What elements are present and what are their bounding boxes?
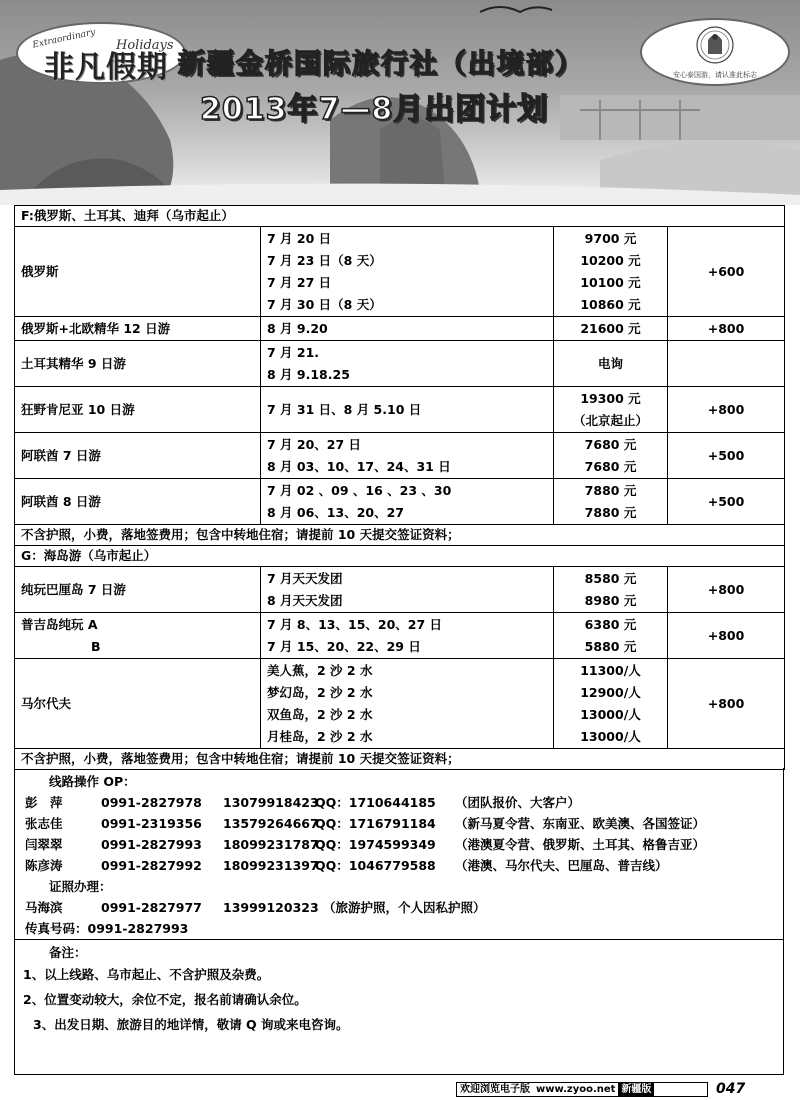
tour-price: 11300/人 [580,662,641,678]
departure-date: 7 月 02 、09 、16 、23 、30 [267,482,452,498]
contact-name: 彭 萍 [25,795,63,810]
tour-dates-cell [261,433,554,479]
footer-browse-text: 欢迎浏览电子版 [460,1084,530,1095]
surcharge: +800 [707,321,745,336]
contact-scope: （团队报价、大客户） [455,795,581,810]
op-contact-row [25,834,705,855]
contact-scope: （旅游护照，个人因私护照） [323,900,486,915]
agency-name: 新疆金桥国际旅行社（出境部） [178,49,584,80]
tour-dates-cell [261,613,554,659]
tour-price: 8980 元 [584,592,637,608]
op-contact-row [25,855,668,876]
surcharge-cell [668,479,785,525]
tour-name-cell [15,479,261,525]
departure-date: 月桂岛，2 沙 2 水 [267,728,373,744]
tour-name: 土耳其精华 9 日游 [21,355,126,371]
logo-script-text: Extraordinary [31,27,97,51]
tour-row [15,659,785,749]
tour-price-cell [554,567,668,613]
surcharge: +500 [707,494,745,509]
note-item: 1、以上线路、乌市起止、不含护照及杂费。 [23,967,270,982]
contact-phone: 0991-2827992 [101,858,202,873]
tour-name-cell [15,567,261,613]
contact-mobile: 13079918423 [223,795,319,810]
contact-qq: QQ：1974599349 [315,837,436,852]
surcharge: +800 [707,402,745,417]
tour-price: 9700 元 [584,230,637,246]
tour-price: （北京起止） [572,412,648,428]
departure-date: 7 月 30 日（8 天） [267,296,382,312]
contact-scope: （港澳、马尔代夫、巴厘岛、普吉线） [455,858,668,873]
tour-row [15,479,785,525]
page-footer [0,1080,800,1100]
tour-price-cell [554,479,668,525]
footer-site-link[interactable]: www.zyoo.net [536,1084,616,1095]
tour-name-cell [15,613,261,659]
contact-qq: QQ：1046779588 [315,858,436,873]
tour-price: 21600 元 [580,320,641,336]
footer-edition: 新疆版 [618,1083,654,1096]
contact-phone: 0991-2827978 [101,795,202,810]
surcharge-cell [668,341,785,387]
tour-name: 马尔代夫 [21,695,72,711]
tour-name: B [91,638,101,654]
section-note: 不含护照，小费，落地签费用；包含中转地住宿；请提前 10 天提交签证资料； [15,749,785,770]
tour-price-cell [554,613,668,659]
note-item: 3、出发日期、旅游目的地详情，敬请 Q 询或来电咨询。 [33,1017,349,1032]
tour-price: 8580 元 [584,570,637,586]
surcharge: +600 [707,264,745,279]
page-number: 047 [716,1081,746,1097]
tour-name-cell [15,341,261,387]
visa-contact-row [25,897,486,918]
contact-name: 陈彦涛 [25,858,63,873]
tour-price: 6380 元 [584,616,637,632]
section-title: F:俄罗斯、土耳其、迪拜（乌市起止） [15,206,785,227]
surcharge: +800 [707,696,745,711]
tour-name: 纯玩巴厘岛 7 日游 [21,581,126,597]
tour-price: 电询 [597,355,623,371]
tour-price: 7680 元 [584,436,637,452]
section-title: G：海岛游（乌市起止） [15,546,785,567]
contact-scope: （港澳夏令营、俄罗斯、土耳其、格鲁吉亚） [455,837,706,852]
ops-heading: 线路操作 OP： [49,774,136,789]
departure-date: 7 月 20、27 日 [267,436,362,452]
departure-date: 7 月 23 日（8 天） [267,252,382,268]
tour-name-cell [15,433,261,479]
departure-date: 双鱼岛，2 沙 2 水 [267,706,373,722]
tour-name-cell [15,227,261,317]
tour-plan-table [14,205,785,770]
tour-name: 阿联酋 7 日游 [21,447,101,463]
departure-date: 7 月 27 日 [267,274,332,290]
thailand-emblem-icon [642,20,788,70]
tour-price-cell [554,317,668,341]
tour-price: 10860 元 [580,296,641,312]
note-item: 2、位置变动较大，余位不定，报名前请确认余位。 [23,992,307,1007]
tour-dates-cell [261,387,554,433]
departure-date: 8 月 9.18.25 [267,366,350,382]
footer-bar [456,1082,708,1097]
logo-slogan: 安心泰国游，请认准此标志 [673,71,757,79]
departure-date: 7 月 31 日、8 月 5.10 日 [267,401,422,417]
section-header-row [15,546,785,567]
op-contact-row [25,813,705,834]
section-note-row [15,749,785,770]
departure-date: 8 月 03、10、17、24、31 日 [267,458,451,474]
surcharge-cell [668,433,785,479]
tour-price: 13000/人 [580,728,641,744]
tour-dates-cell [261,659,554,749]
section-note: 不含护照，小费，落地签费用；包含中转地住宿；请提前 10 天提交签证资料； [15,525,785,546]
tour-price: 5880 元 [584,638,637,654]
surcharge-cell [668,227,785,317]
tour-dates-cell [261,567,554,613]
tour-price-cell [554,227,668,317]
tour-name: 普吉岛纯玩 A [21,616,98,632]
tour-price: 19300 元 [580,390,641,406]
tour-price-cell [554,387,668,433]
surcharge-cell [668,387,785,433]
departure-date: 7 月天天发团 [267,570,343,586]
thailand-logo [640,18,790,86]
logo-main-text: 非凡假期 [44,50,168,85]
tour-row [15,317,785,341]
departure-date: 7 月 20 日 [267,230,332,246]
contact-mobile: 18099231787 [223,837,319,852]
tour-name: 俄罗斯+北欧精华 12 日游 [21,320,171,336]
contact-phone: 0991-2319356 [101,816,202,831]
contact-qq: QQ：1710644185 [315,795,436,810]
tour-name-cell [15,317,261,341]
tour-price-cell [554,433,668,479]
contact-name: 张志佳 [25,816,63,831]
tour-row [15,387,785,433]
contact-qq: QQ：1716791184 [315,816,436,831]
tour-row [15,613,785,659]
surcharge-cell [668,613,785,659]
contact-name: 闫翠翠 [25,837,63,852]
notes-heading: 备注： [49,945,87,960]
departure-date: 7 月 21. [267,344,320,360]
tour-row [15,341,785,387]
contact-phone: 0991-2827977 [101,900,202,915]
departure-date: 8 月 06、13、20、27 [267,504,404,520]
tour-price-cell [554,341,668,387]
tour-price: 12900/人 [580,684,641,700]
surcharge-cell [668,659,785,749]
tour-dates-cell [261,479,554,525]
op-contact-row [25,792,580,813]
logo-holidays-text: Holidays [116,38,174,53]
notes-panel [14,940,784,1075]
contacts-panel [14,768,784,940]
tour-row [15,227,785,317]
surcharge: +500 [707,448,745,463]
departure-date: 8 月 9.20 [267,320,328,336]
header-banner [0,0,800,205]
contact-mobile: 13999120323 [223,900,319,915]
surcharge: +800 [707,628,745,643]
tour-price: 10100 元 [580,274,641,290]
tour-name: 俄罗斯 [21,263,59,279]
tour-dates-cell [261,317,554,341]
plan-title: 2013年7—8月出团计划 [200,92,549,127]
tour-price: 7880 元 [584,504,637,520]
holidays-logo [16,22,186,84]
tour-price: 7880 元 [584,482,637,498]
departure-date: 梦幻岛，2 沙 2 水 [267,684,373,700]
surcharge-cell [668,317,785,341]
section-header-row [15,206,785,227]
tour-price-cell [554,659,668,749]
tour-name: 狂野肯尼亚 10 日游 [21,401,135,417]
tour-name: 阿联酋 8 日游 [21,493,101,509]
tour-name-cell [15,659,261,749]
fax-number: 传真号码：0991-2827993 [25,921,189,936]
contact-mobile: 18099231397 [223,858,319,873]
visa-heading: 证照办理： [49,879,112,894]
departure-date: 7 月 8、13、15、20、27 日 [267,616,443,632]
contact-name: 马海滨 [25,900,63,915]
contact-phone: 0991-2827993 [101,837,202,852]
tour-dates-cell [261,227,554,317]
tour-price: 10200 元 [580,252,641,268]
departure-date: 8 月天天发团 [267,592,343,608]
departure-date: 美人蕉，2 沙 2 水 [267,662,373,678]
departure-date: 7 月 15、20、22、29 日 [267,638,421,654]
contact-scope: （新马夏令营、东南亚、欧美澳、各国签证） [455,816,706,831]
surcharge: +800 [707,582,745,597]
tour-row [15,567,785,613]
tour-dates-cell [261,341,554,387]
contact-mobile: 13579264667 [223,816,319,831]
tour-price: 13000/人 [580,706,641,722]
tour-name-cell [15,387,261,433]
tour-price: 7680 元 [584,458,637,474]
surcharge-cell [668,567,785,613]
section-note-row [15,525,785,546]
tour-row [15,433,785,479]
